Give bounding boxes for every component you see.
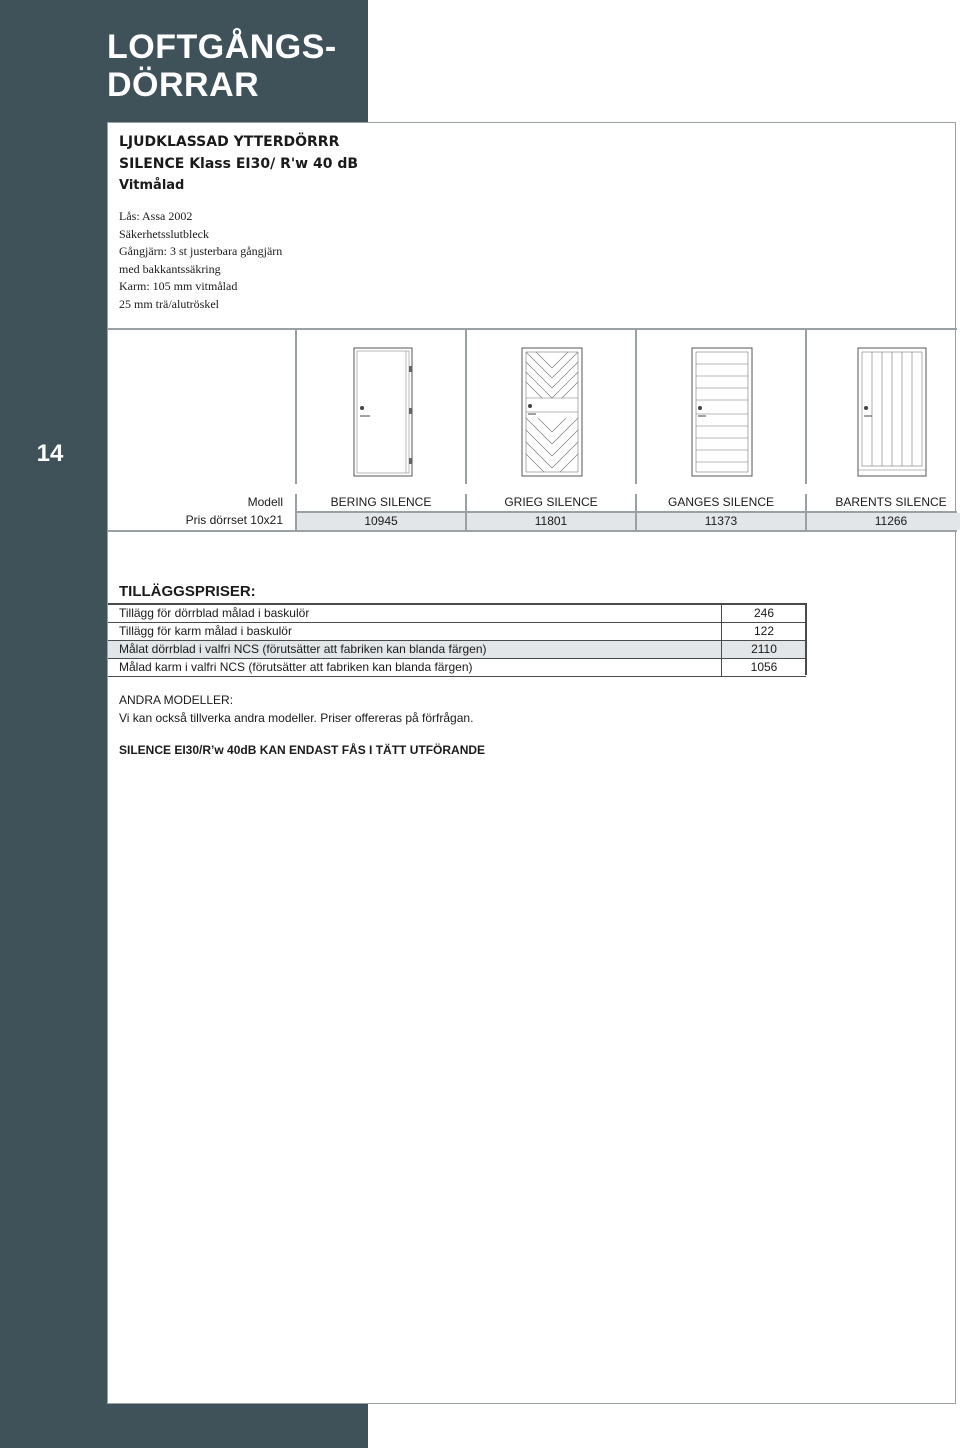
model-name-barents: BARENTS SILENCE xyxy=(805,494,960,511)
page-title xyxy=(107,28,337,104)
page-number: 14 xyxy=(36,440,64,467)
model-price-bering: 10945 xyxy=(295,513,465,530)
spec-item: Lås: Assa 2002 xyxy=(119,209,193,223)
model-price-ganges: 11373 xyxy=(635,513,805,530)
spec-item: Karm: 105 mm vitmålad xyxy=(119,279,238,294)
extra-label: Tillägg för dörrblad målad i baskulör xyxy=(119,606,310,620)
model-price-grieg: 11801 xyxy=(465,513,635,530)
model-name-bering: BERING SILENCE xyxy=(295,494,465,511)
title-line-1: LOFTGÅNGS- xyxy=(107,28,337,66)
vertical-panel-door-icon xyxy=(852,346,932,478)
product-line-3: Vitmålad xyxy=(119,178,185,193)
door-cell-barents xyxy=(805,330,960,484)
table-row xyxy=(108,659,806,677)
spec-item: 25 mm trä/alutröskel xyxy=(119,296,219,311)
extras-title: TILLÄGGSPRISER: xyxy=(119,583,256,600)
extra-label: Målat dörrblad i valfri NCS (förutsätter att fabriken kan blanda färgen) xyxy=(119,642,487,656)
other-models xyxy=(119,691,473,727)
spec-list xyxy=(119,208,282,314)
model-price-barents: 11266 xyxy=(805,513,960,530)
other-models-title: ANDRA MODELLER: xyxy=(119,693,234,707)
extra-label: Tillägg för karm målad i baskulör xyxy=(119,624,292,638)
chevron-panel-door-icon xyxy=(512,346,592,478)
bottom-band xyxy=(0,1404,368,1448)
product-header xyxy=(119,131,358,197)
model-name-ganges: GANGES SILENCE xyxy=(635,494,805,511)
horizontal-panel-door-icon xyxy=(682,346,762,478)
extra-price: 1056 xyxy=(721,659,806,676)
spec-item: med bakkantssäkring xyxy=(119,261,221,276)
extras-right-border xyxy=(805,603,807,675)
extra-price: 122 xyxy=(721,623,806,640)
door-cell-grieg xyxy=(465,330,635,484)
door-cell-ganges xyxy=(635,330,805,484)
table-row xyxy=(108,623,806,641)
extra-label: Målad karm i valfri NCS (förutsätter att fabriken kan blanda färgen) xyxy=(119,660,473,674)
plain-door-icon xyxy=(342,346,422,478)
table-row xyxy=(108,605,806,623)
model-name-grieg: GRIEG SILENCE xyxy=(465,494,635,511)
content-panel xyxy=(107,122,956,1404)
table-row xyxy=(108,641,806,659)
spec-item: Säkerhetsslutbleck xyxy=(119,226,209,241)
product-line-1: LJUDKLASSAD YTTERDÖRRR xyxy=(119,134,340,150)
spec-item: Gångjärn: 3 st justerbara gångjärn xyxy=(119,244,283,259)
door-cell-bering xyxy=(295,330,465,484)
tight-version-note: SILENCE EI30/R’w 40dB KAN ENDAST FÅS I TÄTT UTFÖRANDE xyxy=(119,743,486,757)
extras-table xyxy=(108,603,806,677)
extra-price: 246 xyxy=(721,605,806,622)
product-line-2: SILENCE Klass EI30/ R'w 40 dB xyxy=(119,156,359,172)
left-sidebar-band xyxy=(0,0,107,1448)
other-models-text: Vi kan också tillverka andra modeller. Priser offereras på förfrågan. xyxy=(119,711,474,725)
title-line-2: DÖRRAR xyxy=(107,66,260,104)
extra-price: 2110 xyxy=(721,641,806,658)
divider xyxy=(108,530,957,532)
model-row-label: Modell xyxy=(247,495,283,509)
price-row-label: Pris dörrset 10x21 xyxy=(185,513,283,527)
